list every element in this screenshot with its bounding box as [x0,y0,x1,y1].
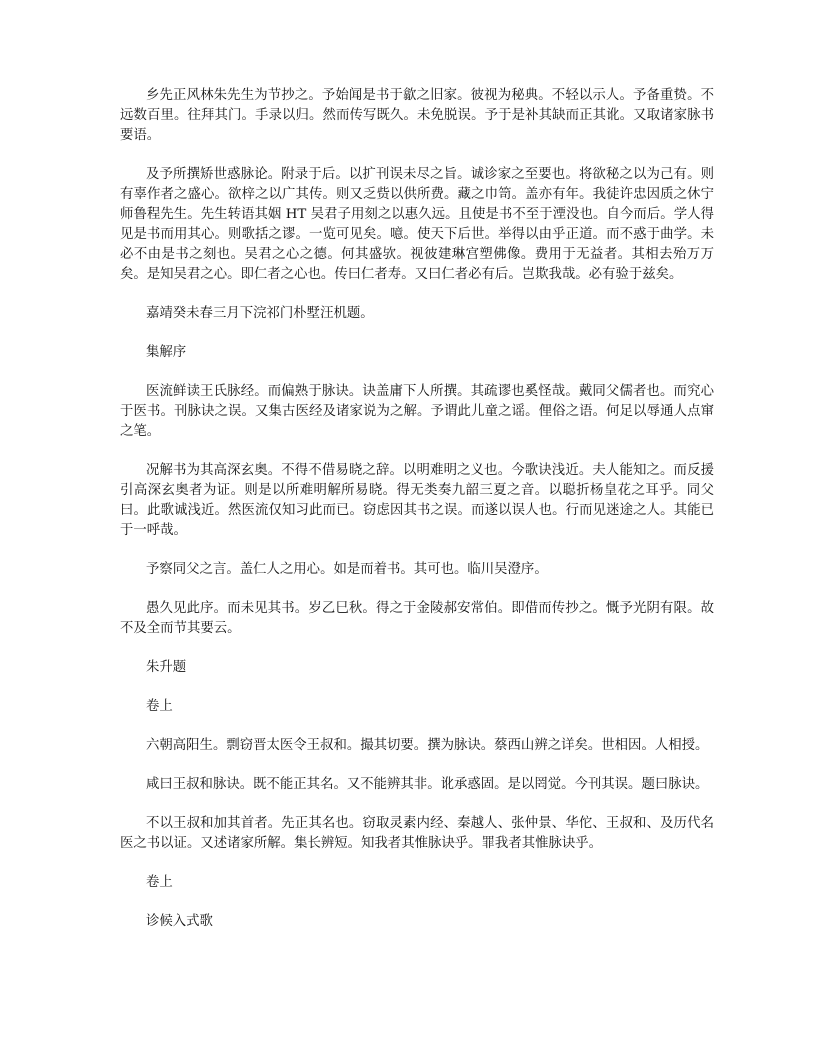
document-body [120,86,714,951]
paragraph-commentary-origin: 医流鲜读王氏脉经。而偏熟于脉诀。诀盖庸下人所撰。其疏谬也奚怪哉。戴同父儒者也。而究心于医书。刊脉诀之误。又集古医经及诸家说为之解。予谓此儿童之谣。俚俗之语。何足以辱通人点窜之笔。 [120,384,714,439]
heading-volume-one-repeat: 卷上 [146,875,173,890]
paragraph-commentary-signature: 予察同父之言。盖仁人之用心。如是而着书。其可也。临川吴澄序。 [146,562,548,577]
paragraph-preface-publication: 及予所撰矫世惑脉论。附录于后。以扩刊误未尽之旨。诚诊家之至要也。将欲秘之以为己有。则有辜作者之盛心。欲梓之以广其传。则又乏赀以供所费。藏之巾笥。盖亦有年。我徒许忠因质之休宁师鲁程先生。先生转语其姻 HT 吴君子用刻之以惠久远。且使是书不至于湮没也。自今而后。学人得见是书而用其心。则歌括之谬。一览可见矣。噫。使天下后世。举得以由乎正道。而不惑于曲学。未必不由是书之刻也。吴君之心之德。何其盛欤。视彼建琳宫塑佛像。费用于无益者。其相去殆万万矣。是知吴君之心。即仁者之心也。传曰仁者寿。又曰仁者必有后。岂欺我哉。必有验于兹矣。 [120,167,714,282]
heading-diagnosis-song: 诊候入式歌 [146,914,213,929]
paragraph-volume-intro: 六朝高阳生。剽窃晋太医令王叔和。撮其切要。撰为脉诀。蔡西山辨之详矣。世相因。人相授。 [146,738,709,753]
paragraph-commentary-argument: 况解书为其高深玄奥。不得不借易晓之辞。以明难明之义也。今歌诀浅近。夫人能知之。而反援引高深玄奥者为证。则是以所难明解所易晓。得无类奏九韶三夏之音。以聪折杨皇花之耳乎。同父曰。此歌诚浅近。然医流仅知习此而已。窃虑因其书之误。而遂以误人也。行而见迷途之人。其能已于一呼哉。 [120,463,714,538]
paragraph-copy-note: 愚久见此序。而未见其书。岁乙巳秋。得之于金陵郝安常伯。即借而传抄之。慨予光阴有限。故不及全而节其要云。 [120,601,714,636]
paragraph-preface-copy: 乡先正风林朱先生为节抄之。予始闻是书于歙之旧家。彼视为秘典。不轻以示人。予备重贽。不远数百里。往拜其门。手录以归。然而传写既久。未免脱误。予于是补其缺而正其讹。又取诸家脉书要语。 [120,88,714,143]
paragraph-preface-signature: 嘉靖癸未春三月下浣祁门朴墅汪机题。 [146,306,374,321]
heading-zhu-sheng-inscription: 朱升题 [146,660,187,675]
paragraph-sources: 不以王叔和加其首者。先正其名也。窃取灵素内经、秦越人、张仲景、华佗、王叔和、及历代名医之书以证。又述诸家所解。集长辨短。知我者其惟脉诀乎。罪我者其惟脉诀乎。 [120,816,714,851]
paragraph-title-explanation: 咸曰王叔和脉诀。既不能正其名。又不能辨其非。讹承惑固。是以罔觉。今刊其误。题曰脉诀。 [146,777,709,792]
heading-volume-one: 卷上 [146,699,173,714]
heading-collected-commentary-preface: 集解序 [146,345,187,360]
